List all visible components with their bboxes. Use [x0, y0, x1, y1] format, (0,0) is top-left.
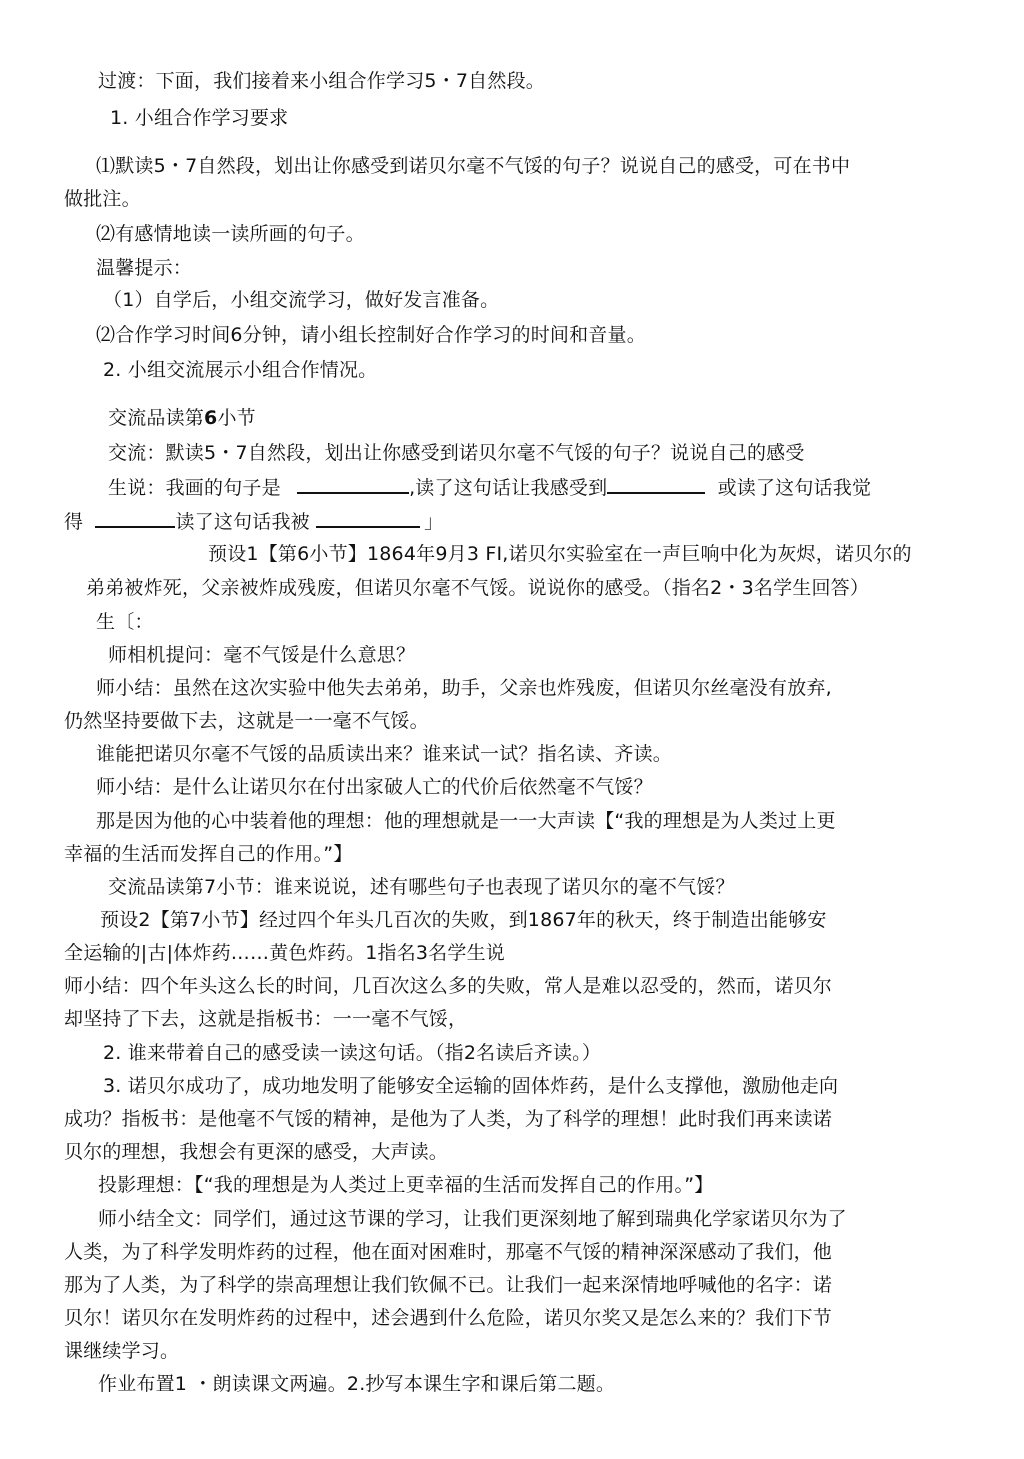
full-summary-cont-2: 那为了人类，为了科学的崇高理想让我们钦佩不已。让我们一起来深情地呼喊他的名字：诺: [64, 1274, 833, 1296]
fill-blank-3: [95, 508, 175, 528]
section-6-heading-a: 交流品读第: [108, 407, 205, 429]
preset-1: 预设1【第6小节】1864年9月3 FI,诺贝尔实验室在一声巨响中化为灰烬，诺贝尔的: [208, 543, 912, 565]
group-share-heading: 2. 小组交流展示小组合作情况。: [103, 359, 378, 381]
tip-2: ⑵合作学习时间6分钟，请小组长控制好合作学习的时间和音量。: [96, 324, 646, 346]
full-summary-cont-4: 课继续学习。: [64, 1340, 180, 1362]
exchange-line: 交流：默读5・7自然段，划出让你感受到诺贝尔毫不气馁的句子？说说自己的感受: [108, 442, 805, 464]
section-6-heading: [108, 405, 256, 431]
step-2: 2. 谁来带着自己的感受读一读这句话。（指2名读后齐读。）: [103, 1042, 602, 1064]
requirement-1-cont: 做批注。: [64, 188, 141, 210]
requirement-2: ⑵有感情地读一读所画的句子。: [96, 223, 365, 245]
student-answer: 生〔：: [96, 611, 154, 633]
ideal-line-cont: 幸福的生活而发挥自己的作用。”】: [64, 843, 353, 865]
teacher-summary-1: 师小结：虽然在这次实验中他失去弟弟，助手，父亲也炸残废，但诺贝尔丝毫没有放弃,: [96, 677, 832, 699]
frame-text-e: 读了这句话我被: [175, 511, 310, 533]
fill-blank-4: [316, 508, 420, 528]
preset-2: 预设2【第7小节】经过四个年头几百次的失败，到1867年的秋天，终于制造岀能够安: [100, 909, 827, 931]
requirement-1: ⑴默读5・7自然段，划出让你感受到诺贝尔毫不气馁的句子？说说自己的感受，可在书中: [96, 155, 851, 177]
teacher-summary-3: 师小结：四个年头这么长的时间，几百次这么多的失败，常人是难以忍受的，然而，诺贝尔: [64, 975, 833, 997]
tip-1: （1）自学后，小组交流学习，做好发言准备。: [103, 289, 500, 311]
frame-text-d: 得: [64, 511, 84, 533]
full-summary-cont-3: 贝尔！诺贝尔在发明炸药的过程中，述会遇到什么危险，诺贝尔奖又是怎么来的？我们下节: [64, 1307, 833, 1329]
ideal-line: 那是因为他的心中装着他的理想：他的理想就是一一大声读【“我的理想是为人类过上更: [96, 810, 836, 832]
frame-text-f: 」: [424, 511, 444, 533]
frame-text-a: 生说：我画的句子是: [108, 477, 281, 499]
teacher-summary-1-cont: 仍然坚持要做下去，这就是一一毫不气馁。: [64, 710, 429, 732]
frame-text-c: 或读了这句话我觉: [717, 477, 872, 499]
step-3-cont-2: 贝尔的理想，我想会有更深的感受，大声读。: [64, 1141, 449, 1163]
tips-heading: 温馨提示：: [96, 257, 193, 279]
transition-line: 过渡：下面，我们接着来小组合作学习5・7自然段。: [98, 70, 545, 92]
step-3: 3. 诺贝尔成功了，成功地发明了能够安全运输的固体炸药，是什么支撑他，激励他走向: [103, 1075, 839, 1097]
homework-line: 作业布置1 ・朗读课文两遍。2.抄写本课生字和课后第二题。: [98, 1373, 616, 1395]
teacher-summary-2: 师小结：是什么让诺贝尔在付出家破人亡的代价后依然毫不气馁？: [96, 776, 653, 798]
section-7-heading: 交流品读第7小节：谁来说说，述有哪些句子也表现了诺贝尔的毫不气馁？: [108, 876, 735, 898]
full-summary-cont-1: 人类，为了科学发明炸药的过程，他在面对困难时，那毫不气馁的精神深深感动了我们，他: [64, 1241, 833, 1263]
preset-1-cont: 弟弟被炸死，父亲被炸成残废，但诺贝尔毫不气馁。说说你的感受。（指名2・3名学生回答）: [86, 577, 870, 599]
teacher-summary-3-cont: 却坚持了下去，这就是指板书：一一毫不气馁，: [64, 1008, 468, 1030]
fill-blank-2: [607, 474, 705, 494]
projection-line: 投影理想：【“我的理想是为人类过上更幸福的生活而发挥自己的作用。”】: [98, 1174, 714, 1196]
section-6-heading-c: 小节: [217, 407, 256, 429]
section-6-number: 6: [204, 407, 218, 429]
requirements-heading: 1. 小组合作学习要求: [110, 107, 289, 129]
frame-text-b: ,读了这句话让我感受到: [409, 477, 608, 499]
step-3-cont-1: 成功？指板书：是他毫不气馁的精神，是他为了人类，为了科学的理想！此时我们再来读诺: [64, 1108, 833, 1130]
student-sentence-frame-cont: [64, 508, 443, 535]
fill-blank-1: [297, 474, 409, 494]
full-summary: 师小结全文：同学们，通过这节课的学习，让我们更深刻地了解到瑞典化学家诺贝尔为了: [98, 1208, 847, 1230]
student-sentence-frame: [108, 474, 871, 501]
teacher-question: 师相机提问：毫不气馁是什么意思？: [108, 644, 416, 666]
preset-2-cont: 全运输的|古|体炸药……黄色炸药。1指名3名学生说: [64, 942, 505, 964]
read-aloud-line: 谁能把诺贝尔毫不气馁的品质读出来？谁来试一试？指名读、齐读。: [96, 743, 673, 765]
